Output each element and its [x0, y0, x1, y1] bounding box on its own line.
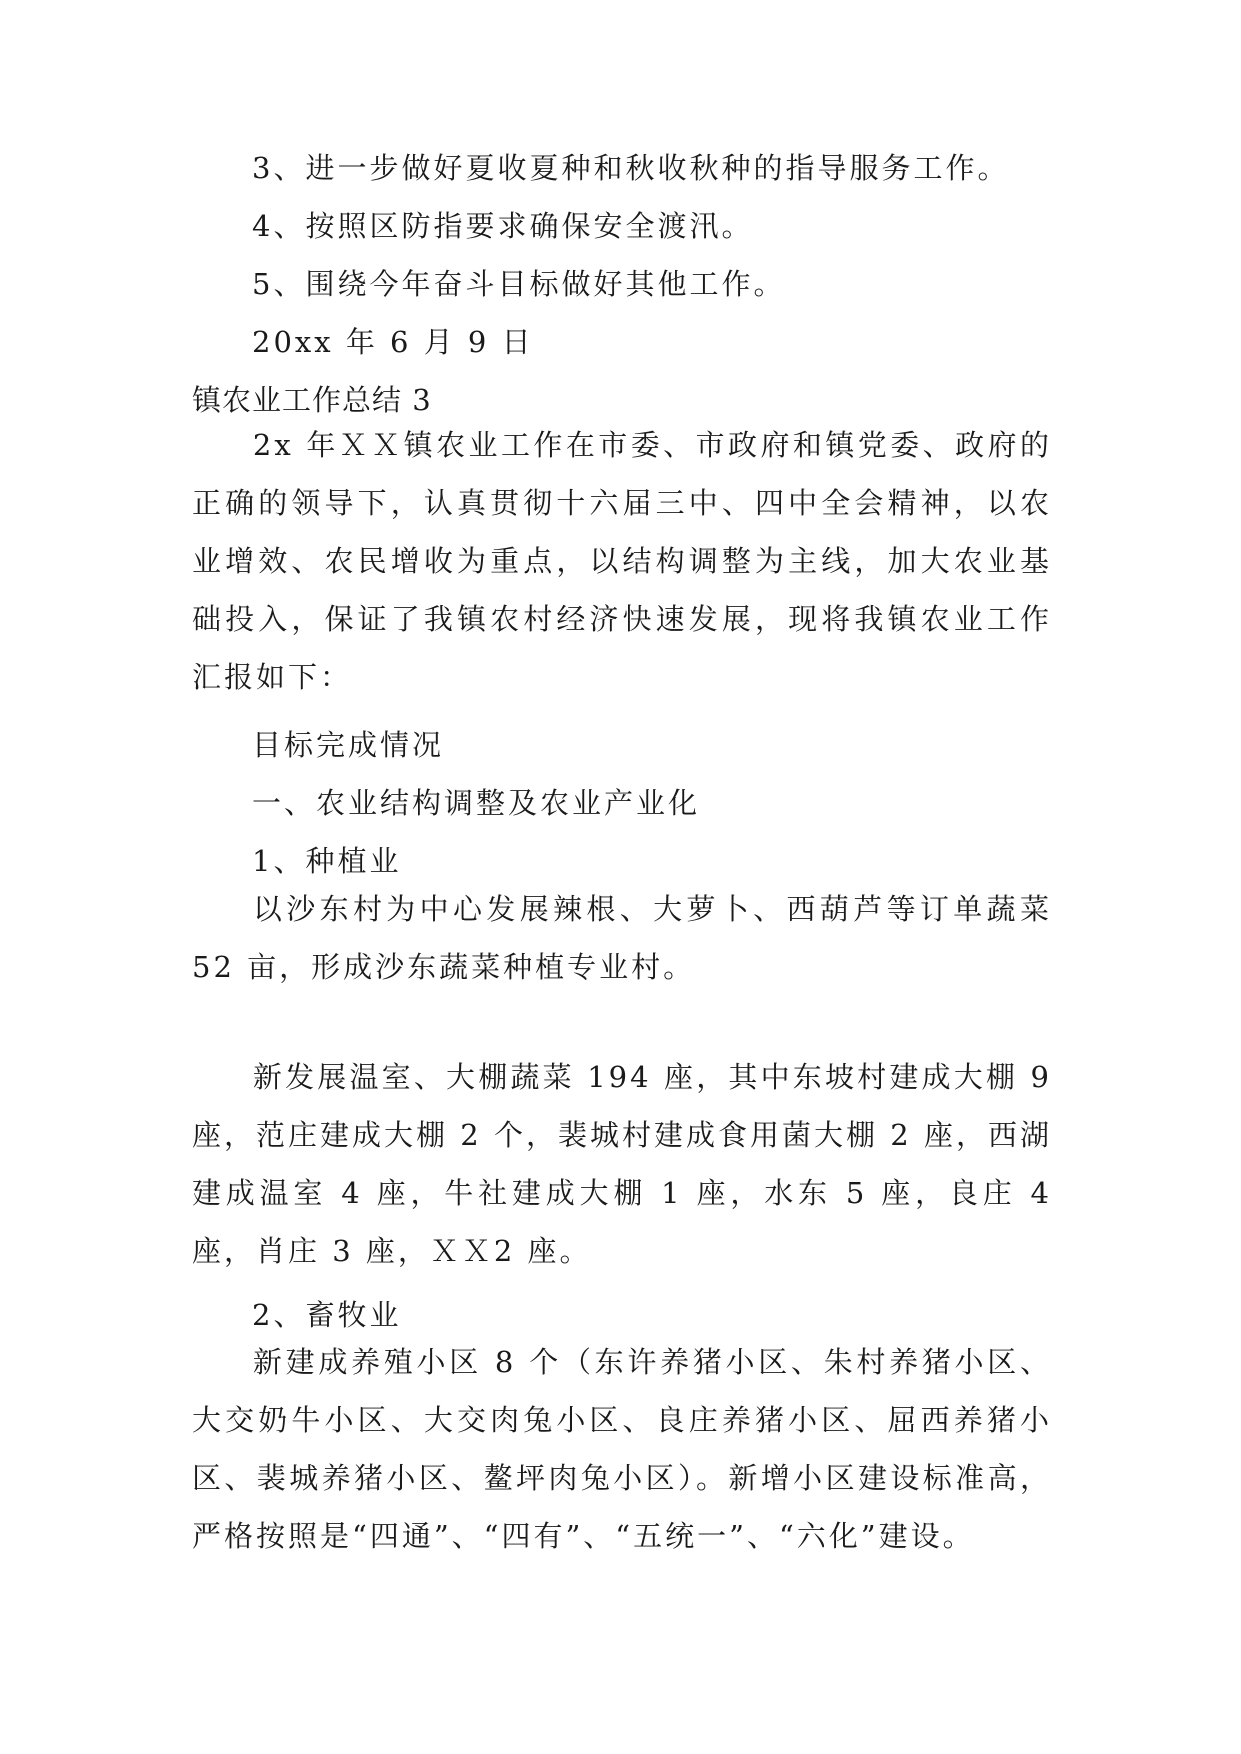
sub2-heading: 2、畜牧业: [252, 1298, 402, 1332]
part1-heading: 一、农业结构调整及农业产业化: [252, 786, 701, 820]
sub1-heading: 1、种植业: [252, 844, 402, 878]
document-date: 20xx 年 6 月 9 日: [252, 325, 534, 359]
planting-paragraph-1: 以沙东村为中心发展辣根、大萝卜、西葫芦等订单蔬菜 52 亩，形成沙东蔬菜种植专业村。: [192, 892, 1052, 984]
list-item-4: 4、按照区防指要求确保安全渡汛。: [252, 209, 754, 243]
planting-paragraph-2: 新发展温室、大棚蔬菜 194 座，其中东坡村建成大棚 9 座，范庄建成大棚 2 个，裴城村建成食用菌大棚 2 座，西湖建成温室 4 座，牛社建成大棚 1 座，水东 5 座，良庄 4 座，肖庄 3 座，ＸＸ2 座。: [192, 1060, 1052, 1268]
intro-paragraph: 2x 年ＸＸ镇农业工作在市委、市政府和镇党委、政府的正确的领导下，认真贯彻十六届三中、四中全会精神，以农业增效、农民增收为重点，以结构调整为主线，加大农业基础投入，保证了我镇农村经济快速发展，现将我镇农业工作汇报如下：: [192, 428, 1052, 694]
livestock-paragraph: 新建成养殖小区 8 个（东许养猪小区、朱村养猪小区、大交奶牛小区、大交肉兔小区、良庄养猪小区、屈西养猪小区、裴城养猪小区、鳌坪肉兔小区）。新增小区建设标准高，严格按照是“四通”、“四有”、“五统一”、“六化”建设。: [192, 1345, 1052, 1553]
section-title: 镇农业工作总结 3: [192, 383, 432, 417]
list-item-5: 5、围绕今年奋斗目标做好其他工作。: [252, 267, 786, 301]
goal-heading: 目标完成情况: [252, 728, 445, 762]
list-item-3: 3、进一步做好夏收夏种和秋收秋种的指导服务工作。: [252, 151, 1010, 185]
